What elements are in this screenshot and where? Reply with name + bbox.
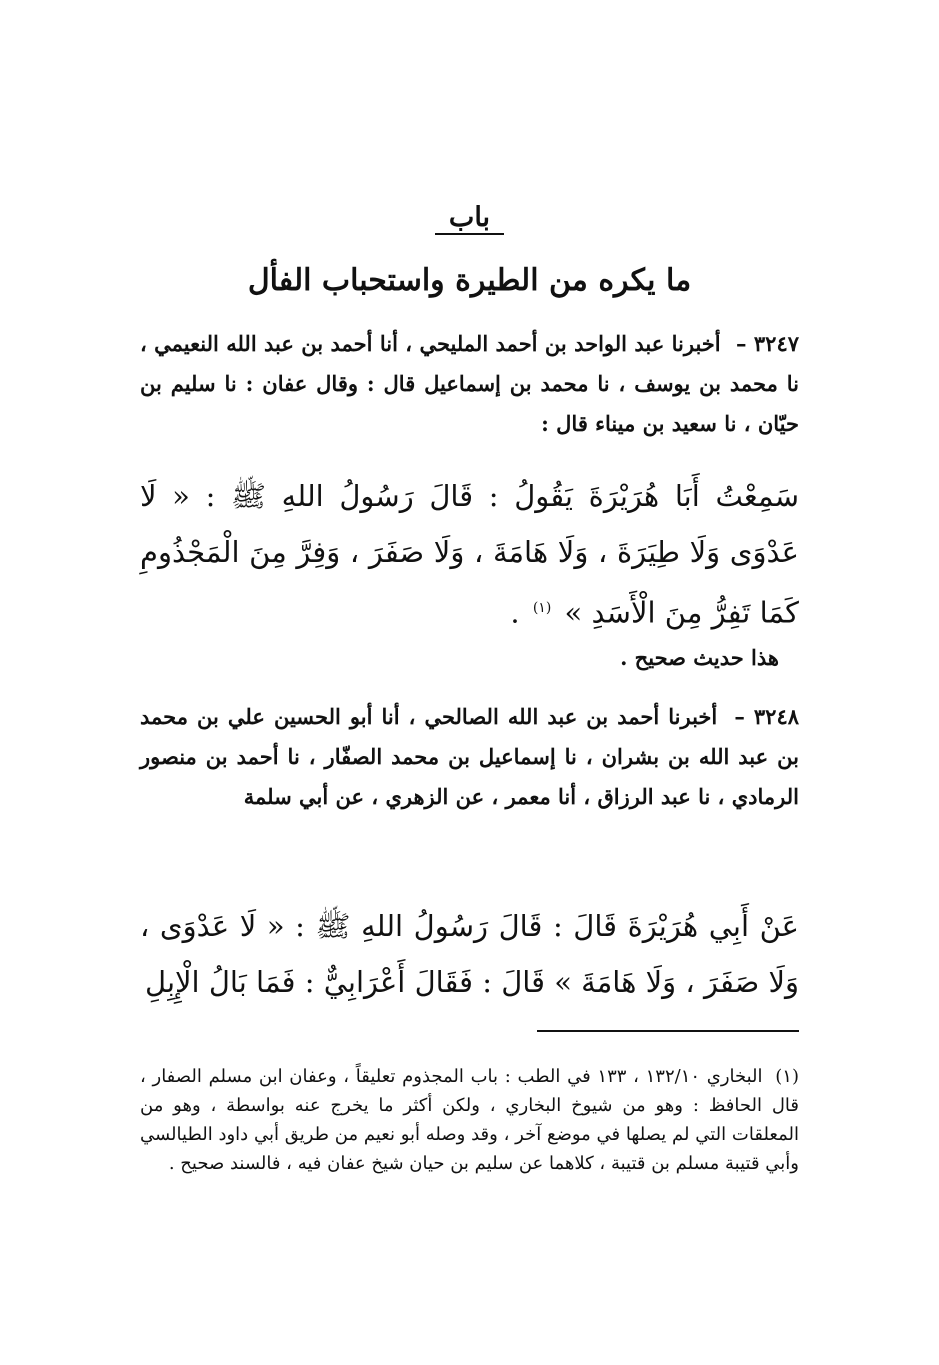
hadith-3247-number: ٣٢٤٧ – — [736, 331, 800, 356]
footnote-divider — [537, 1030, 799, 1032]
chapter-title: ما يكره من الطيرة واستحباب الفأل — [247, 263, 692, 298]
chapter-label-text: باب — [435, 203, 504, 235]
hadith-3247-grading: هذا حديث صحيح . — [620, 645, 779, 670]
hadith-3247-footnote-ref: (١) — [532, 600, 552, 616]
footnote — [140, 1062, 799, 1178]
hadith-3247-end-mark: . — [510, 595, 520, 630]
footnote-marker: (١) — [775, 1066, 799, 1087]
text-column — [140, 0, 799, 1365]
hadith-3248-isnad-text: أخبرنا أحمد بن عبد الله الصالحي ، أنا أبو الحسين علي بن محمد بن عبد الله بن بشران ، نا إسماعيل بن محمد الصفّار ، نا أحمد بن منصور الرمادي ، نا عبد الرزاق ، أنا معمر ، عن الزهري ، عن أبي سلمة — [140, 704, 799, 809]
hadith-3248-number: ٣٢٤٨ – — [734, 704, 800, 729]
hadith-3247-isnad — [140, 324, 799, 444]
hadith-3248-isnad — [140, 697, 799, 817]
hadith-3247-matn-text: سَمِعْتُ أَبَا هُرَيْرَةَ يَقُولُ : قَالَ رَسُولُ اللهِ ﷺ : « لَا عَدْوَى وَلَا طِيَرَةَ ، وَلَا هَامَةَ ، وَلَا صَفَرَ ، وَفِرَّ مِنَ الْمَجْذُومِ كَمَا تَفِرُّ مِنَ الْأَسَدِ » — [140, 479, 799, 630]
chapter-label — [140, 198, 799, 238]
hadith-3248-matn: عَنْ أَبِي هُرَيْرَةَ قَالَ : قَالَ رَسُولُ اللهِ ﷺ : « لَا عَدْوَى ، وَلَا صَفَرَ ، وَلَا هَامَةَ » قَالَ : فَقَالَ أَعْرَابِيٌّ : فَمَا بَالُ الْإِبِلِ — [140, 909, 799, 999]
hadith-3247-matn — [140, 468, 799, 641]
footnote-text: البخاري ١٣٢/١٠ ، ١٣٣ في الطب : باب المجذوم تعليقاً ، وعفان ابن مسلم الصفار ، قال الحافظ : وهو من شيوخ البخاري ، ولكن أكثر ما يخرج عنه بواسطة ، وهو من المعلقات التي لم يصلها في موضع آخر ، وقد وصله أبو نعيم من طريق أبي داود الطيالسي وأبي قتيبة مسلم بن قتيبة ، كلاهما عن سليم بن حيان شيخ عفان فيه ، فالسند صحيح . — [140, 1066, 799, 1174]
hadith-3247-isnad-text: أخبرنا عبد الواحد بن أحمد المليحي ، أنا أحمد بن عبد الله النعيمي ، نا محمد بن يوسف ، نا محمد بن إسماعيل قال : وقال عفان : نا سليم بن حيّان ، نا سعيد بن ميناء قال : — [140, 331, 799, 436]
